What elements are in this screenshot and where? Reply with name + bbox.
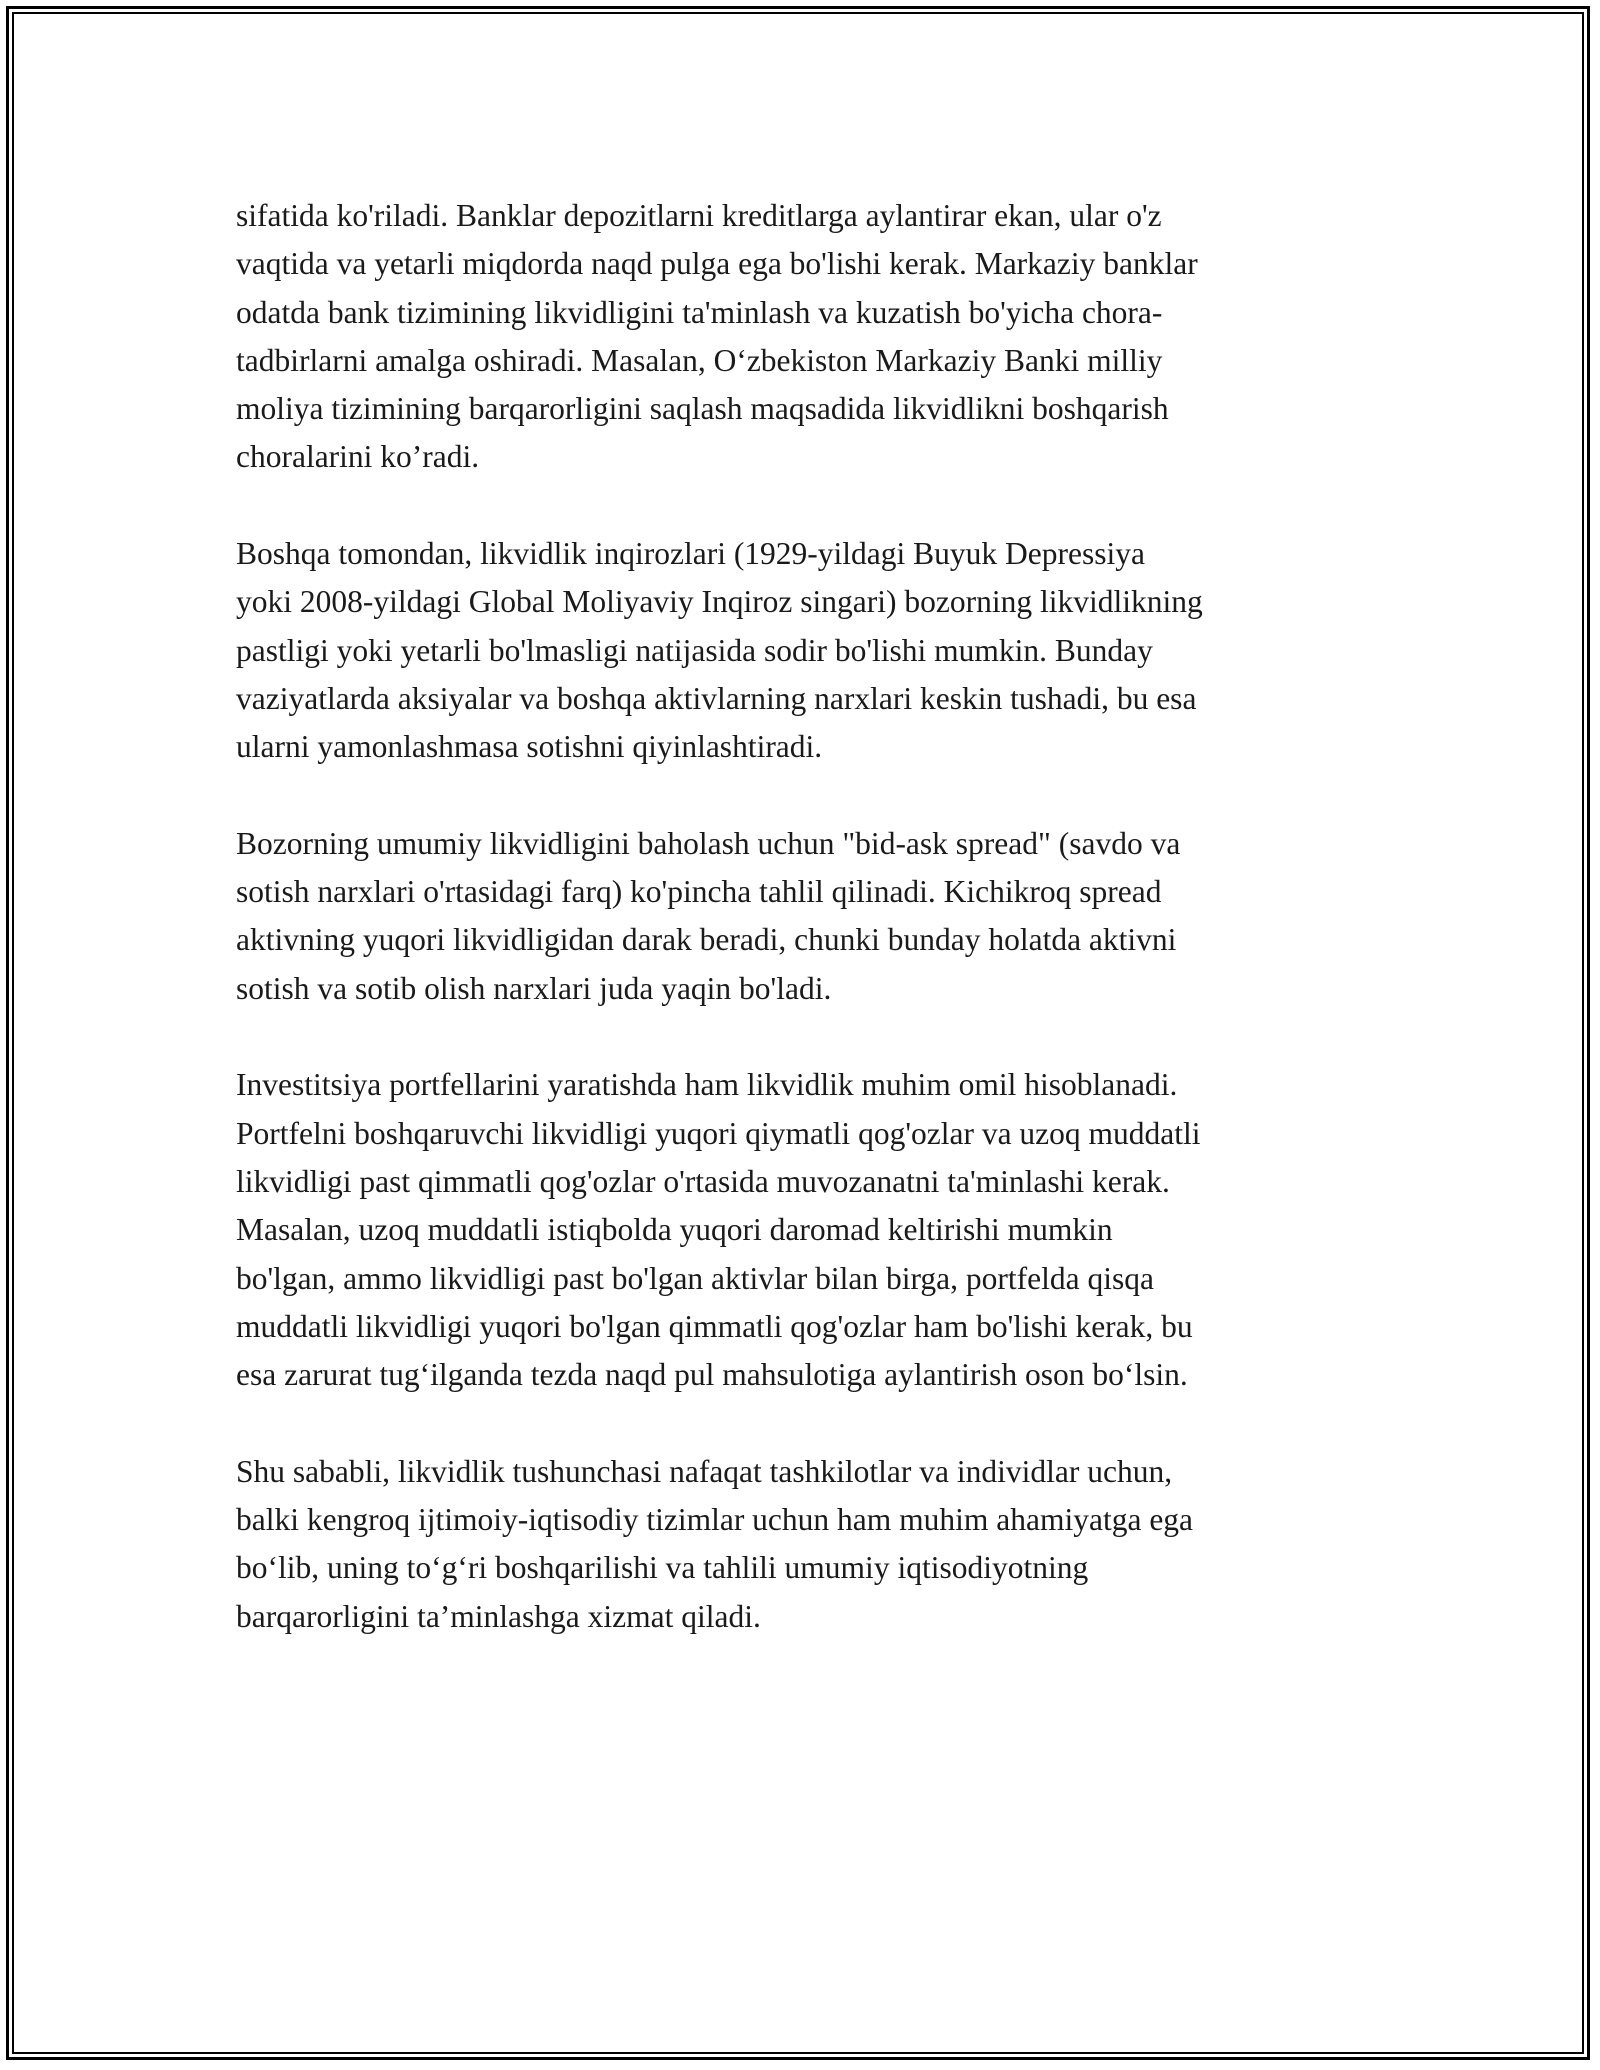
text-line: Portfelni boshqaruvchi likvidligi yuqori qiymatli qog'ozlar va uzoq muddatli xyxy=(236,1115,1201,1151)
text-line: Masalan, uzoq muddatli istiqbolda yuqori daromad keltirishi mumkin xyxy=(236,1212,1113,1248)
text-line: Bozorning umumiy likvidligini baholash uchun "bid-ask spread" (savdo va xyxy=(236,825,1181,861)
paragraph-4 xyxy=(236,1061,1376,1399)
text-line: vaqtida va yetarli miqdorda naqd pulga ega bo'lishi kerak. Markaziy banklar xyxy=(236,246,1198,282)
text-line: esa zarurat tug‘ilganda tezda naqd pul mahsulotiga aylantirish oson bo‘lsin. xyxy=(236,1357,1188,1393)
text-line: pastligi yoki yetarli bo'lmasligi natijasida sodir bo'lishi mumkin. Bunday xyxy=(236,632,1153,668)
text-line: choralarini ko’radi. xyxy=(236,439,480,475)
text-line: yoki 2008-yildagi Global Moliyaviy Inqiroz singari) bozorning likvidlikning xyxy=(236,584,1203,620)
paragraph-1 xyxy=(236,192,1376,482)
text-line: muddatli likvidligi yuqori bo'lgan qimmatli qog'ozlar ham bo'lishi kerak, bu xyxy=(236,1308,1193,1344)
paragraph-3 xyxy=(236,820,1376,1013)
text-line: bo'lgan, ammo likvidligi past bo'lgan aktivlar bilan birga, portfelda qisqa xyxy=(236,1260,1154,1296)
text-line: tadbirlarni amalga oshiradi. Masalan, O‘zbekiston Markaziy Banki milliy xyxy=(236,342,1163,378)
text-line: Boshqa tomondan, likvidlik inqirozlari (1929-yildagi Buyuk Depressiya xyxy=(236,536,1145,572)
paragraph-2 xyxy=(236,530,1376,771)
text-line: sifatida ko'riladi. Banklar depozitlarni kreditlarga aylantirar ekan, ular o'z xyxy=(236,198,1162,233)
text-line: odatda bank tizimining likvidligini ta'minlash va kuzatish bo'yicha chora- xyxy=(236,294,1163,330)
text-line: vaziyatlarda aksiyalar va boshqa aktivlarning narxlari keskin tushadi, bu esa xyxy=(236,680,1197,716)
text-line: barqarorligini ta’minlashga xizmat qiladi. xyxy=(236,1598,761,1634)
paragraph-5 xyxy=(236,1448,1376,1641)
text-line: Investitsiya portfellarini yaratishda ham likvidlik muhim omil hisoblanadi. xyxy=(236,1067,1178,1103)
text-line: ularni yamonlashmasa sotishni qiyinlashtiradi. xyxy=(236,729,823,765)
text-line: sotish va sotib olish narxlari juda yaqin bo'ladi. xyxy=(236,970,832,1006)
text-line: bo‘lib, uning to‘g‘ri boshqarilishi va tahlili umumiy iqtisodiyotning xyxy=(236,1550,1089,1586)
document-body xyxy=(236,192,1376,1689)
text-line: balki kengroq ijtimoiy-iqtisodiy tizimlar uchun ham muhim ahamiyatga ega xyxy=(236,1502,1194,1538)
text-line: aktivning yuqori likvidligidan darak beradi, chunki bunday holatda aktivni xyxy=(236,922,1177,958)
text-line: Shu sababli, likvidlik tushunchasi nafaqat tashkilotlar va individlar uchun, xyxy=(236,1453,1173,1489)
text-line: moliya tizimining barqarorligini saqlash maqsadida likvidlikni boshqarish xyxy=(236,391,1169,427)
text-line: sotish narxlari o'rtasidagi farq) ko'pincha tahlil qilinadi. Kichikroq spread xyxy=(236,874,1162,910)
text-line: likvidligi past qimmatli qog'ozlar o'rtasida muvozanatni ta'minlashi kerak. xyxy=(236,1163,1170,1199)
